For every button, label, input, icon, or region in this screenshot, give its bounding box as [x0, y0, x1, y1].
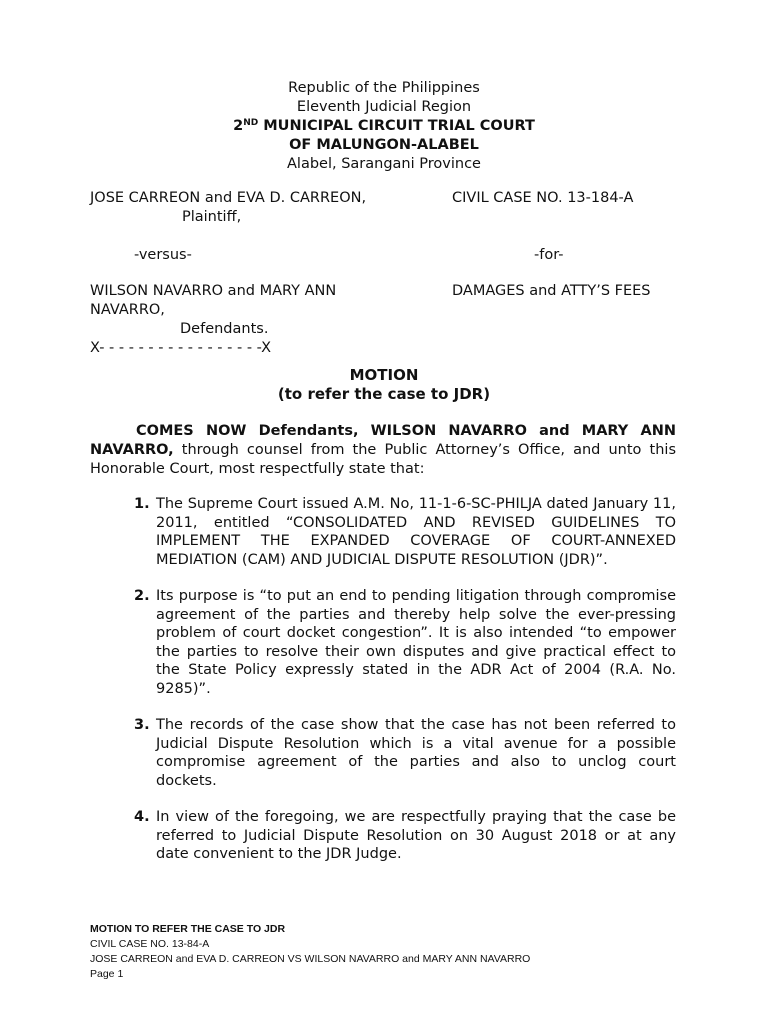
defendants-label: Defendants.	[180, 321, 269, 337]
caption-plaintiff-row	[90, 189, 710, 208]
list-item-number: 2.	[134, 588, 150, 604]
footer-page-number: Page 1	[90, 968, 124, 980]
list-item-text: Its purpose is “to put an end to pending litigation through compromise agreement of the parties and thereby help solve the ever-pressing problem of court docket congestion”. It is also intended “to empower the parties to resolve their own disputes and give practical effect to the State Policy expressly stated in the ADR Act of 2004 (R.A. No. 9285)”.	[156, 588, 676, 697]
footer-case-number: CIVIL CASE NO. 13-84-A	[90, 938, 210, 950]
motion-title	[0, 366, 768, 404]
header-court-name	[0, 117, 768, 136]
list-item	[90, 587, 676, 698]
intro-text: through counsel from the Public Attorney’s Office, and unto this Honorable Court, most respectfully state that:	[90, 442, 676, 477]
intro-bold-text: COMES NOW Defendants, WILSON NAVARRO and MARY ANN NAVARRO,	[90, 423, 676, 458]
case-number: CIVIL CASE NO. 13-184-A	[452, 190, 634, 206]
header-region: Eleventh Judicial Region	[296, 99, 472, 115]
list-item	[90, 495, 676, 569]
list-item-text: The Supreme Court issued A.M. No, 11-1-6-SC-PHILJA dated January 11, 2011, entitled “CONSOLIDATED AND REVISED GUIDELINES TO IMPLEMENT THE EXPANDED COVERAGE OF COURT-ANNEXED MEDIATION (CAM) AND JUDICIAL DISPUTE RESOLUTION (JDR)”.	[156, 496, 676, 568]
list-item	[90, 808, 676, 864]
list-item-text: The records of the case show that the case has not been referred to Judicial Dispute Resolution which is a vital avenue for a possible compromise agreement of the parties and also to unclog court dockets.	[156, 717, 676, 789]
court-number-suffix: ND	[243, 118, 259, 128]
motion-title-subtitle: (to refer the case to JDR)	[277, 385, 491, 403]
caption-defendant-row	[90, 282, 710, 301]
list-item-number: 3.	[134, 717, 150, 733]
defendants-names-line2: NAVARRO,	[90, 302, 165, 318]
list-item-number: 1.	[134, 496, 150, 512]
case-caption	[90, 189, 710, 358]
caption-versus-row	[90, 246, 710, 265]
plaintiff-label: Plaintiff,	[182, 209, 242, 225]
intro-paragraph	[90, 422, 676, 479]
header-province: Alabel, Sarangani Province	[287, 156, 481, 172]
list-item-text: In view of the foregoing, we are respectfully praying that the case be referred to Judicial Dispute Resolution on 30 August 2018 or at any date convenient to the JDR Judge.	[156, 809, 676, 862]
motion-title-main: MOTION	[349, 366, 419, 384]
caption-separator: X- - - - - - - - - - - - - - - - -X	[90, 340, 272, 356]
footer-parties: JOSE CARREON and EVA D. CARREON VS WILSON NAVARRO and MARY ANN NAVARRO	[90, 953, 531, 965]
case-nature: DAMAGES and ATTY’S FEES	[452, 283, 651, 299]
footer-title: MOTION TO REFER THE CASE TO JDR	[90, 923, 286, 935]
header-republic: Republic of the Philippines	[288, 80, 480, 96]
header-court-location: OF MALUNGON-ALABEL	[289, 137, 479, 153]
court-name-rest: MUNICIPAL CIRCUIT TRIAL COURT	[258, 118, 535, 134]
plaintiffs-names: JOSE CARREON and EVA D. CARREON,	[90, 190, 367, 206]
list-item-number: 4.	[134, 809, 150, 825]
numbered-list	[90, 495, 676, 882]
court-number: 2	[233, 118, 244, 134]
page-footer	[90, 922, 530, 982]
for-label: -for-	[534, 247, 564, 263]
list-item	[90, 716, 676, 790]
defendants-names-line1: WILSON NAVARRO and MARY ANN	[90, 283, 337, 299]
versus-label: -versus-	[134, 247, 192, 263]
court-header	[0, 79, 768, 174]
